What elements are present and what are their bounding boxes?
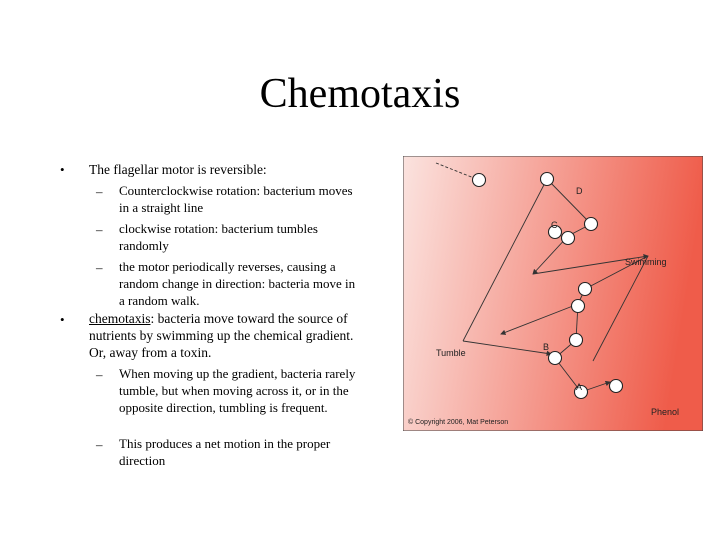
bacterium-end <box>610 380 623 393</box>
bullet-marker-2: • <box>60 312 65 327</box>
label-c: C <box>551 220 558 230</box>
slide-title: Chemotaxis <box>259 71 461 117</box>
bullet-marker-1: • <box>60 162 65 177</box>
bacterium-d <box>541 173 554 186</box>
bacterium-b2 <box>549 352 562 365</box>
dash-1a: – <box>96 184 103 199</box>
bacterium-b1 <box>570 334 583 347</box>
sub-bullet-2b: This produces a net motion in the proper direction <box>119 436 331 468</box>
bacterium-mid2 <box>572 300 585 313</box>
bullet-1-text: The flagellar motor is reversible: <box>89 162 267 177</box>
sub-bullet-1c: the motor periodically reverses, causing a random change in direction: bacteria move in a random walk. <box>119 259 356 308</box>
label-swimming: Swimming <box>625 257 667 267</box>
bullet-2-text <box>89 310 357 361</box>
dash-2b: – <box>96 437 103 452</box>
bacterium-c2 <box>562 232 575 245</box>
copyright-text: © Copyright 2006, Mat Peterson <box>408 419 509 426</box>
label-phenol: Phenol <box>651 407 680 417</box>
bullet-2-body: : bacteria move toward the source of nutrients by swimming up the chemical gradient. Or, away from a toxin. <box>89 311 354 360</box>
sub-bullet-2a: When moving up the gradient, bacteria rarely tumble, but when moving across it, or in the opposite direction, tumbling is frequent. <box>119 366 356 415</box>
sub-bullet-1b: clockwise rotation: bacterium tumbles randomly <box>119 221 318 253</box>
label-b: B <box>543 342 550 352</box>
chemotaxis-term: chemotaxis <box>89 311 151 326</box>
label-a: A <box>576 382 583 392</box>
bacterium-mid1 <box>579 283 592 296</box>
sub-bullet-1a: Counterclockwise rotation: bacterium moves in a straight line <box>119 183 353 215</box>
bacterium-d2 <box>585 218 598 231</box>
dash-1b: – <box>96 222 103 237</box>
dash-2a: – <box>96 367 103 382</box>
label-d: D <box>576 186 583 196</box>
chemotaxis-diagram <box>403 156 703 431</box>
bacterium-start <box>473 174 486 187</box>
label-tumble: Tumble <box>436 348 466 358</box>
gradient-background <box>403 156 703 431</box>
dash-1c: – <box>96 260 103 275</box>
